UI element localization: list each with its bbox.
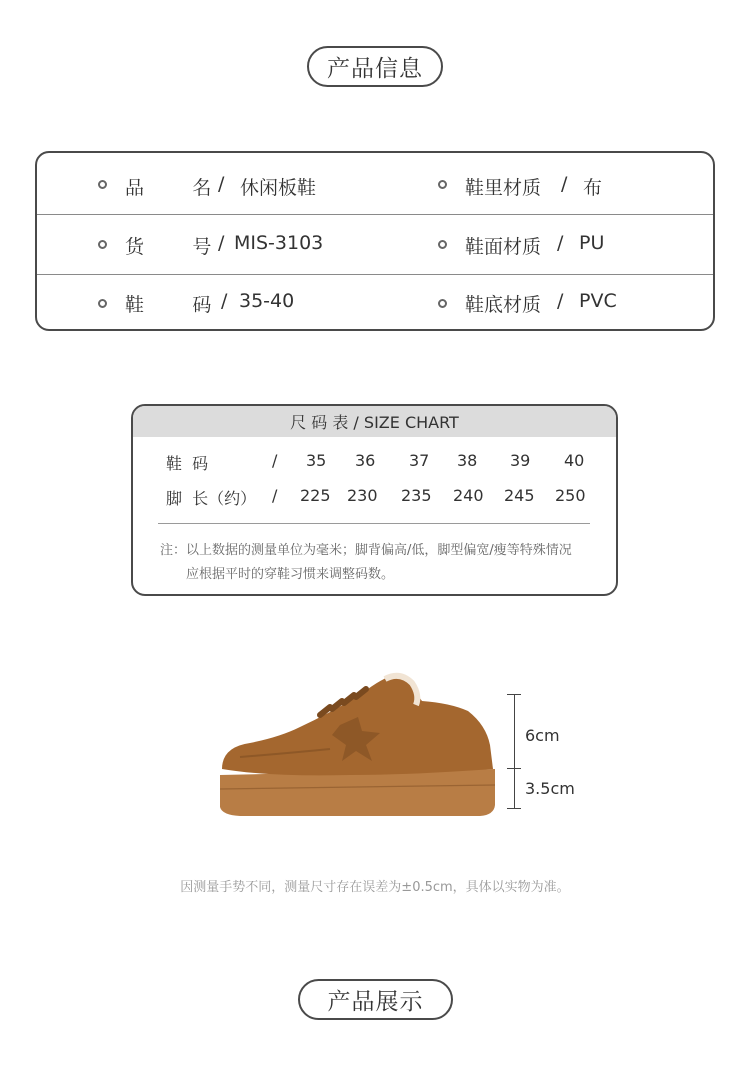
size-cell-value: 36 (355, 451, 376, 470)
size-row-separator: / (272, 451, 278, 470)
section-title-product-display (298, 979, 453, 1020)
size-cell-value: 37 (409, 451, 430, 470)
dimension-tick (507, 768, 521, 769)
info-separator: / (221, 290, 228, 312)
section-title-product-info (307, 46, 443, 87)
size-chart (131, 404, 618, 596)
info-value: 布 (583, 177, 603, 199)
bullet-icon (98, 240, 107, 249)
section-title-text: 产品展示 (327, 989, 424, 1015)
size-note: 注：以上数据的测量单位为毫米；脚背偏高/低，脚型偏宽/瘦等特殊情况 (160, 543, 572, 558)
info-separator: / (557, 290, 564, 312)
size-cell-value: 240 (453, 486, 484, 505)
upper-height-label: 6cm (525, 726, 560, 745)
info-value: MIS-3103 (234, 232, 324, 254)
size-cell-value: 245 (504, 486, 535, 505)
size-cell-value: 225 (300, 486, 331, 505)
size-row-label: 鞋 码 (166, 454, 209, 473)
section-title-text: 产品信息 (327, 56, 423, 82)
size-note: 应根据平时的穿鞋习惯来调整码数。 (186, 567, 395, 582)
sneaker-illustration (210, 665, 510, 825)
info-separator: / (557, 232, 564, 254)
info-label: 鞋 码 (125, 294, 212, 316)
sole-height-label: 3.5cm (525, 779, 575, 798)
info-label: 鞋面材质 (465, 236, 542, 258)
size-cell-value: 235 (401, 486, 432, 505)
product-info-table (35, 151, 715, 331)
bullet-icon (438, 299, 447, 308)
info-row (37, 153, 713, 214)
info-value: PVC (579, 290, 617, 312)
size-chart-divider (158, 523, 590, 524)
info-label: 品 名 (125, 177, 212, 199)
info-value: 休闲板鞋 (240, 177, 317, 199)
info-separator: / (218, 232, 225, 254)
dimension-line (514, 694, 515, 808)
info-label: 鞋底材质 (465, 294, 542, 316)
size-cell-value: 39 (510, 451, 531, 470)
measurement-disclaimer: 因测量手势不同，测量尺寸存在误差为±0.5cm，具体以实物为准。 (180, 880, 570, 895)
bullet-icon (438, 240, 447, 249)
size-cell-value: 250 (555, 486, 586, 505)
size-row-label: 脚 长（约） (166, 489, 257, 508)
info-row (37, 274, 713, 331)
info-separator: / (561, 173, 568, 195)
info-row (37, 214, 713, 274)
bullet-icon (98, 299, 107, 308)
size-row-separator: / (272, 486, 278, 505)
shoe-image (210, 665, 510, 825)
size-chart-title: 尺 码 表 / SIZE CHART (133, 406, 616, 437)
info-value: PU (579, 232, 605, 254)
dimension-tick (507, 808, 521, 809)
info-separator: / (218, 173, 225, 195)
info-label: 鞋里材质 (465, 177, 542, 199)
info-value: 35-40 (239, 290, 295, 312)
info-label: 货 号 (125, 236, 212, 258)
size-cell-value: 40 (564, 451, 585, 470)
size-cell-value: 35 (306, 451, 327, 470)
bullet-icon (98, 180, 107, 189)
bullet-icon (438, 180, 447, 189)
size-cell-value: 38 (457, 451, 478, 470)
size-cell-value: 230 (347, 486, 378, 505)
